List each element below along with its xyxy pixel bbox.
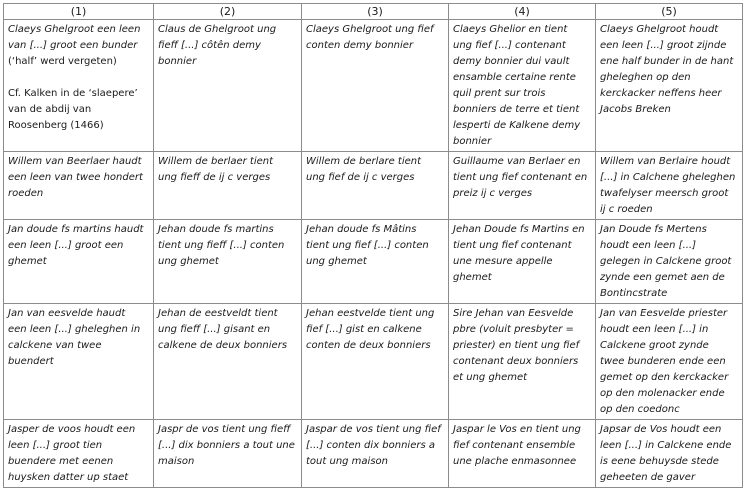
table-cell: Willem de berlare tient ung fief de ij c verges [302,152,449,220]
comparison-table [3,3,743,488]
column-header-4: (4) [449,4,596,20]
table-cell: Jehan Doude fs Martins en tient ung fief contenant une mesure appelle ghemet [449,220,596,304]
table-row [4,220,743,304]
table-cell: Claeys Ghelior en tient ung fief [...] contenant demy bonnier dui vault ensamble certaine rente quil prent sur trois bonniers de terre et tient lesperti de Kalkene demy bonnier [449,20,596,152]
column-header-2: (2) [154,4,302,20]
table-cell: Jaspar de vos tient ung fief [...] conten dix bonniers a tout ung maison [302,420,449,488]
table-cell: Jan van eesvelde haudt een leen [...] gheleghen in calckene van twee buendert [4,304,154,420]
table-cell: Claeys Ghelgroot ung fief conten demy bonnier [302,20,449,152]
table-cell: Jehan doude fs martins tient ung fieff [...] conten ung ghemet [154,220,302,304]
table-cell: Jaspr de vos tient ung fieff [...] dix bonniers a tout une maison [154,420,302,488]
table-cell: Willem van Beerlaer haudt een leen van twee hondert roeden [4,152,154,220]
table-cell: Jehan eestvelde tient ung fief [...] gist en calkene conten de deux bonniers [302,304,449,420]
table-cell: Guillaume van Berlaer en tient ung fief contenant en preiz ij c verges [449,152,596,220]
table-cell: Japsar de Vos houdt een leen [...] in Calckene ende is eene behuysde stede geheeten de gaver [596,420,743,488]
table-row [4,152,743,220]
cell-note: Cf. Kalken in de ‘slaepere’ van de abdij van Roosenberg (1466) [8,88,138,131]
table-cell: Claeys Ghelgroot houdt een leen [...] groot zijnde ene half bunder in de hant gheleghen op den kerckacker neffens heer Jacobs Breken [596,20,743,152]
cell-aside: (‘half’ werd vergeten) [8,56,117,67]
table-cell: Jehan doude fs Mâtins tient ung fief [...] conten ung ghemet [302,220,449,304]
table-cell: Sire Jehan van Eesvelde pbre (voluit presbyter = priester) en tient ung fief contenant deux bonniers et ung ghemet [449,304,596,420]
table-cell: Jan van Eesvelde priester houdt een leen [...] in Calckene groot zynde twee bunderen ende een gemet op den kerckacker op den molenacker ende op den coedonc [596,304,743,420]
table-cell: Jaspar le Vos en tient ung fief contenant ensemble une plache enmasonnee [449,420,596,488]
table-cell: Jehan de eestveldt tient ung fieff [...] gisant en calkene de deux bonniers [154,304,302,420]
table-cell [4,20,154,152]
cell-text: Claeys Ghelgroot een leen van [...] groot een bunder [8,24,141,51]
column-header-3: (3) [302,4,449,20]
table-row [4,420,743,488]
table-row [4,304,743,420]
table-cell: Jasper de voos houdt een leen [...] groot tien buendere met eenen huysken datter up staet [4,420,154,488]
table-cell: Willem de berlaer tient ung fieff de ij c verges [154,152,302,220]
table-cell: Jan Doude fs Mertens houdt een leen [...] gelegen in Calckene groot zynde een gemet aen de Bontincstrate [596,220,743,304]
table-cell: Willem van Berlaire houdt [...] in Calchene gheleghen twafelyser meersch groot ij c roeden [596,152,743,220]
table-row [4,20,743,152]
column-header-5: (5) [596,4,743,20]
column-header-1: (1) [4,4,154,20]
table-cell: Claus de Ghelgroot ung fieff [...] côtên demy bonnier [154,20,302,152]
header-row [4,4,743,20]
table-cell: Jan doude fs martins haudt een leen [...] groot een ghemet [4,220,154,304]
